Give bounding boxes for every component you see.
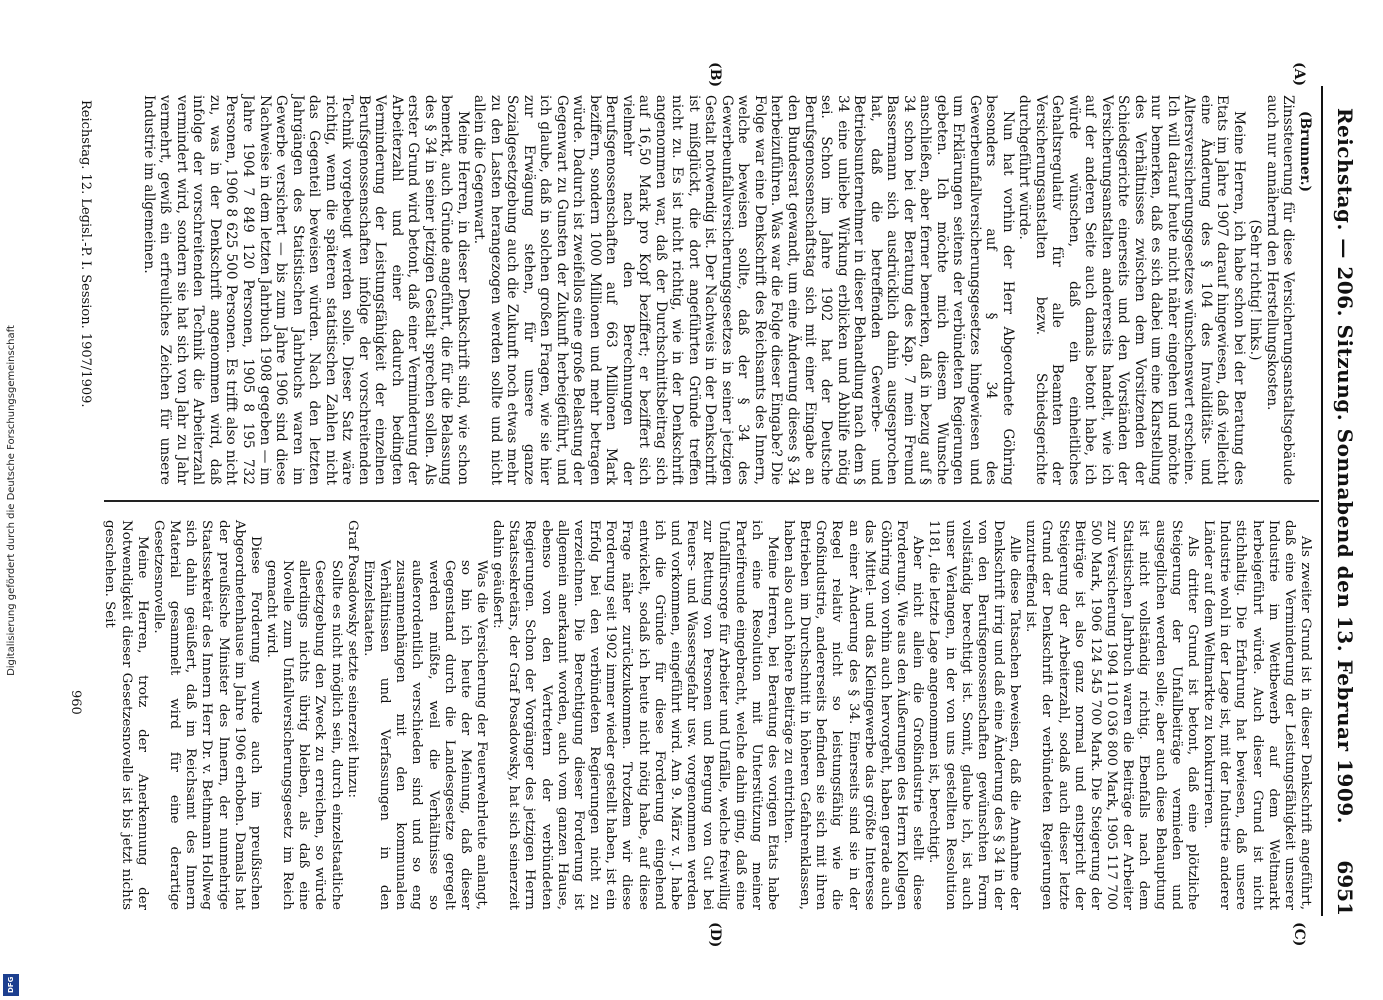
quotation: Was die Versicherung der Feuerwehrleute anlangt, so bin ich heute der Meinung, daß dieser Gegenstand durch die Landesgesetze geregelt werden müßte, weil die Verhältnisse so außerordentlich verschieden sind und so eng zusammenhängen mit den kommunalen Verhältnissen und Verfassungen in den Einzelstaaten.	[360, 560, 490, 910]
paragraph: Nun hat vorhin der Herr Abgeordnete Göhring besonders auf § 34 des Gewerbeunfallversicherungsgesetzes hingewiesen und um Erklärungen seitens der verbündeten Regierungen gebeten. Ich möchte mich diesem Wunsche anschließen, aber ferner bemerken, daß in bezug auf § 34 schon bei der Beratung des Kap. 7 mein Freund Bassermann sich ausdrücklich dahin ausgesprochen hat, daß die betreffenden Gewerbe- und Betriebsunternehmer in dieser Behandlung nach dem § 34 eine unliebe Wirkung erblicken und Abhilfe nötig sei. Schon im Jahre 1902 hat der Deutsche Berufsgenossenschaftstag sich mit einer Eingabe an den Bundesrat gewandt, um eine Änderung dieses § 34 herbeizuführen. Was war die Folge dieser Eingabe? Die Folge war eine Denkschrift des Reichsamts des Innern, welche beweisen sollte, daß der § 34 des Gewerbeunfallversicherungsgesetzes in seiner jetzigen Gestalt notwendig ist. Der Nachweis in der Denkschrift ist mißglückt, die dort angeführten Gründe treffen nicht zu. Es ist nicht richtig, wie in der Denkschrift angenommen war, daß der Durchschnittsbeitrag sich auf 16,50 Mark pro Kopf beziffert; er beziffert sich vielmehr nach den Berechnungen der Berufsgenossenschaften auf 663 Millionen Mark beziffern, sondern 1000 Millionen und mehr betragen würde. Dadurch ist zweifellos eine große Belastung der Gegenwart zu Gunsten der Zukunft herbeigeführt, und ich glaube, daß in solchen großen Fragen, wie sie hier zur Erwägung stehen, für unsere ganze Sozialgesetzgebung auch die Zukunft noch etwas mehr zu den Lasten herangezogen werden sollte und nicht allein die Gegenwart.	[471, 95, 1016, 485]
paragraph: Zinssteuerung für diese Versicherungsanstaltsgebäude auch nur annähernd den Herstellungskosten.	[1263, 95, 1297, 485]
dfg-logo: DFG	[3, 974, 19, 996]
paragraph: Diese Forderung wurde auch im preußischen Abgeordnetenhause im Jahre 1906 erhoben. Damals hat der preußische Minister des Innern, der nunmehrige Staatssekretär des Innern Herr Dr. v. Bethmann Hollweg sich dahin geäußert, daß im Reichsamt des Innern Material gesammelt wird für eine derartige Gesetzesnovelle.	[150, 520, 263, 910]
page-header	[1325, 86, 1365, 916]
paragraph: Als dritter Grund ist betont, daß eine plötzliche Steigerung der Unfallbeiträge vermieden und ausgeglichen werden solle; aber auch diese Behauptung ist nicht vollständig richtig. Ebenfalls nach dem Statistischen Jahrbuch waren die Beiträge der Arbeiter zur Versicherung 1904 110 036 800 Mark, 1905 117 700 500 Mark, 1906 124 545 700 Mark. Die Steigerung der Beiträge ist also ganz normal und entspricht der Steigerung der Arbeiterzahl, sodaß auch dieser letzte Grund der Denkschrift der verbündeten Regierungen unzutreffend ist.	[1023, 520, 1200, 910]
right-column	[101, 520, 1313, 910]
paragraph: Graf Posadowsky setzte seinerzeit hinzu:	[344, 520, 360, 799]
page-footer	[78, 100, 93, 490]
left-column	[140, 95, 1313, 485]
page-code: 960	[68, 690, 83, 715]
margin-mark-a: (A)	[1291, 62, 1307, 87]
paragraph: Alle diese Tatsachen beweisen, daß die Annahme der Denkschrift irrig und daß eine Änderung des § 34 in der von den Berufsgenossenschaften gewünschten Form vollständig berechtigt ist. Somit, glaube ich, ist auch unser Verlangen, in der von uns gestellten Resolution 1181, die letzte Lage angenommen ist, berechtigt.	[926, 520, 1023, 910]
paragraph: Meine Herren, bei Beratung des vorigen Etats habe ich eine Resolution mit Unterstützung meiner Parteifreunde eingebracht, welche dahin ging, daß eine Unfallfürsorge für Arbeiter und Unfälle, welche freiwillig zur Rettung von Personen und Bergung von Gut bei Feuers- und Wassersgefahr usw. vorgenommen werden und vorkommen, eingeführt wird. Am 9. März v. J. habe ich die Gründe für diese Forderung eingehend entwickelt, sodaß ich heute nicht nötig habe, auf diese Frage näher zurückzukommen. Trotzdem wir diese Forderung seit 1902 immer wieder gestellt haben, ist ein Erfolg bei den verbündeten Regierungen nicht zu verzeichnen. Die Berechtigung dieser Forderung ist allgemein anerkannt worden, auch vom ganzen Hause, ebenso von den Vertretern der verbündeten Regierungen. Schon der Vorgänger des jetzigen Herrn Staatssekretärs, der Graf Posadowsky, hat sich seinerzeit dahin geäußert:	[490, 520, 780, 910]
interjection: (Sehr richtig! links.)	[1247, 219, 1264, 361]
footer-session: Reichstag. 12. Legisl.-P. I. Session. 1907/1909.	[78, 100, 93, 408]
paragraph: Als zweiter Grund ist in dieser Denkschrift angeführt, daß eine Verminderung der Leistungsfähigkeit unserer Industrie im Wettbewerb auf dem Weltmarkt herbeigeführt würde. Auch dieser Grund ist nicht stichhaltig. Die Erfahrung hat bewiesen, daß unsere Industrie wohl in der Lage ist, mit der Industrie anderer Länder auf dem Weltmarkte zu konkurrieren.	[1201, 520, 1313, 910]
speaker-name: (Brunner.)	[1297, 111, 1313, 193]
paragraph: Meine Herren, trotz der Anerkennung der Notwendigkeit dieser Gesetzesnovelle ist bis jetzt nichts geschehen. Seit	[102, 520, 150, 910]
margin-mark-d: (D)	[707, 922, 723, 948]
paragraph: Meine Herren, ich habe schon bei der Beratung des Etats im Jahre 1907 darauf hingewiesen, daß vielleicht eine Änderung des § 104 des Invaliditäts- und Altersversicherungsgesetzes wünschenswert erscheine. Ich will darauf heute nicht näher eingehen und möchte nur bemerken, daß es sich dabei um eine Klarstellung des Verhältnisses zwischen dem Vorsitzenden der Schiedsgerichte einerseits und den Vorständen der Versicherungsanstalten andererseits handelt, wie ich auf der anderen Seite auch damals betont habe, ich würde wünschen, daß ein einheitliches Gehaltsregulativ für alle Beamten der Versicherungsanstalten bezw. Schiedsgerichte durchgeführt würde.	[1016, 95, 1247, 485]
page-number: 6951	[1333, 860, 1357, 916]
page-title: Reichstag. — 206. Sitzung. Sonnabend den 13. Februar 1909.	[1333, 107, 1357, 825]
digitization-note-text: Digitalisierung gefördert durch die Deutsche Forschungsgemeinschaft	[5, 324, 17, 676]
column-divider	[104, 500, 1319, 502]
margin-mark-b: (B)	[707, 62, 723, 88]
header-rule	[1321, 86, 1323, 916]
quotation: Sollte es nicht möglich sein, durch einzelstaatliche Gesetzgebung den Zweck zu erreichen, so würde allerdings nichts übrig bleiben, als daß eine Novelle zum Unfallversicherungsgesetz im Reich gemacht wird.	[264, 560, 344, 910]
margin-mark-c: (C)	[1291, 922, 1307, 947]
paragraph: Meine Herren, in dieser Denkschrift sind, wie schon bemerkt, auch Gründe angeführt, die für die Belassung des § 34 in seiner jetzigen Gestalt sprechen sollen. Als erster Grund wird betont, daß einer Verminderung der Arbeiterzahl und einer dadurch bedingten Verminderung der Leistungsfähigkeit der einzelnen Berufsgenossenschaften infolge der vorschreitenden Technik vorgebeugt werden solle. Dieser Satz wäre richtig, wenn die späteren statistischen Zahlen nicht das Gegenteil beweisen würden. Nach den letzten Jahrgängen des Statistischen Jahrbuchs waren im Gewerbe versichert — bis zum Jahre 1906 sind diese Nachweise in dem letzten Jahrbuch 1908 gegeben — im Jahre 1904 7 849 120 Personen, 1905 8 195 732 Personen, 1906 8 625 500 Personen. Es trifft also nicht zu, was in der Denkschrift angenommen wird, daß infolge der vorschreitenden Technik die Arbeiterzahl vermindert wird, sondern sie hat sich von Jahr zu Jahr vermehrt, gewiß ein erfreuliches Zeichen für unsere Industrie im allgemeinen.	[140, 95, 471, 485]
paragraph: Aber nicht allein die Großindustrie stellt diese Forderung. Wie aus den Äußerungen des Herrn Kollegen Göhring von vorhin auch hervorgeht, haben gerade auch das Mittel- und das Kleingewerbe das größte Interesse an einer Änderung des § 34. Einerseits sind sie in der Regel relativ nicht so leistungsfähig wie die Großindustrie, andererseits befinden sie sich mit ihren Betrieben im Durchschnitt in höheren Gefahrenklassen, haben also auch höhere Beiträge zu entrichten.	[781, 520, 926, 910]
